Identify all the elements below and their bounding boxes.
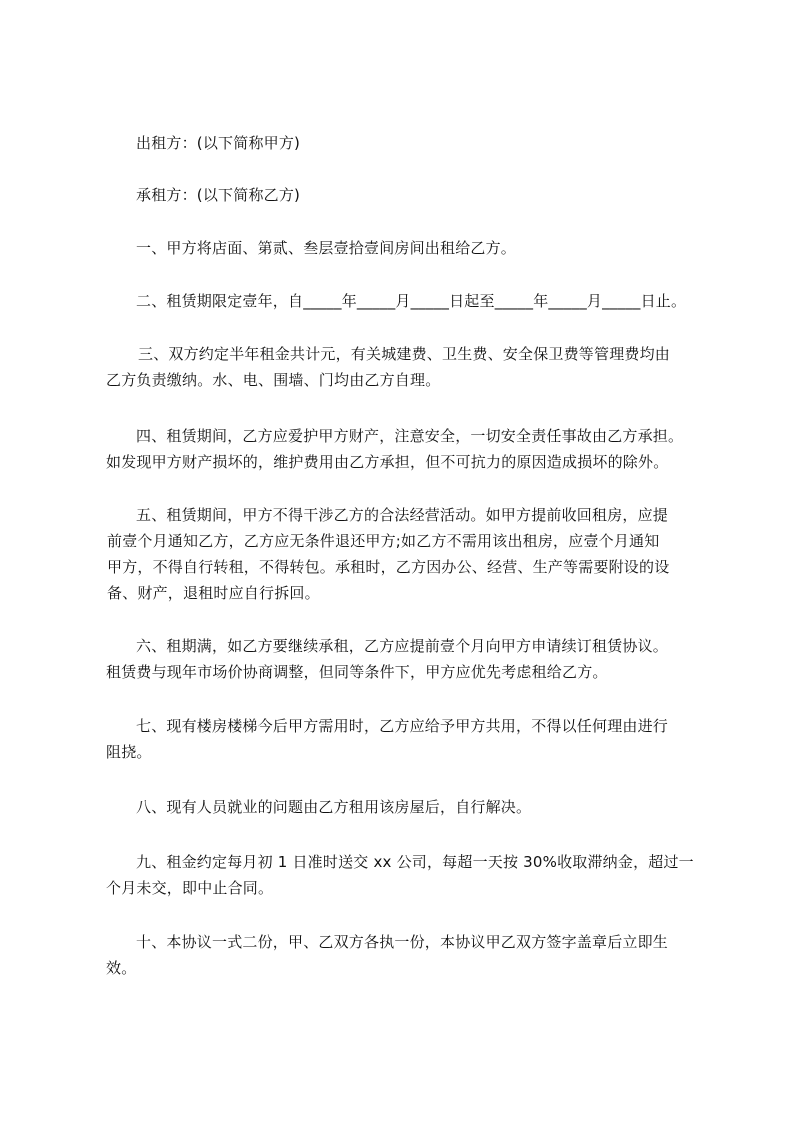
clause-10-line-2: 效。 — [106, 959, 137, 977]
clause-7-line-2: 阻挠。 — [106, 743, 152, 761]
clause-9-line-1: 九、租金约定每月初 1 日准时送交 xx 公司，每超一天按 30%收取滞纳金，超过一 — [136, 853, 694, 871]
clause-7-line-1: 七、现有楼房楼梯今后甲方需用时，乙方应给予甲方共用，不得以任何理由进行 — [136, 717, 669, 735]
clause-2-line-1: 二、租赁期限定壹年，自_____年_____月_____日起至_____年_____月_____日止。 — [136, 292, 687, 310]
lessee-line: 承租方：(以下简称乙方) — [136, 186, 301, 204]
clause-5-line-4: 备、财产，退租时应自行拆回。 — [107, 584, 320, 602]
clause-6-line-1: 六、租期满，如乙方要继续承租，乙方应提前壹个月向甲方申请续订租赁协议。 — [136, 637, 669, 655]
clause-4-line-2: 如发现甲方财产损坏的，维护费用由乙方承担，但不可抗力的原因造成损坏的除外。 — [106, 453, 669, 471]
clause-6-line-2: 租赁费与现年市场价协商调整，但同等条件下，甲方应优先考虑租给乙方。 — [106, 663, 608, 681]
clause-9-line-2: 个月未交，即中止合同。 — [106, 879, 274, 897]
clause-5-line-1: 五、租赁期间，甲方不得干涉乙方的合法经营活动。如甲方提前收回租房，应提 — [136, 506, 669, 524]
clause-3-line-2: 乙方负责缴纳。水、电、围墙、门均由乙方自理。 — [106, 371, 441, 389]
clause-3-line-1: 三、双方约定半年租金共计元，有关城建费、卫生费、安全保卫费等管理费均由 — [138, 345, 671, 363]
clause-5-line-2: 前壹个月通知乙方，乙方应无条件退还甲方;如乙方不需用该出租房，应壹个月通知 — [107, 532, 660, 550]
clause-10-line-1: 十、本协议一式二份，甲、乙双方各执一份，本协议甲乙双方签字盖章后立即生 — [136, 933, 669, 951]
clause-8-line-1: 八、现有人员就业的问题由乙方租用该房屋后，自行解决。 — [136, 798, 532, 816]
clause-1-line-1: 一、甲方将店面、第贰、叁层壹拾壹间房间出租给乙方。 — [136, 239, 517, 257]
clause-5-line-3: 甲方，不得自行转租，不得转包。承租时，乙方因办公、经营、生产等需要附设的设 — [107, 558, 670, 576]
lessor-line: 出租方：(以下简称甲方) — [136, 134, 301, 152]
clause-4-line-1: 四、租赁期间，乙方应爱护甲方财产，注意安全，一切安全责任事故由乙方承担。 — [136, 427, 684, 445]
